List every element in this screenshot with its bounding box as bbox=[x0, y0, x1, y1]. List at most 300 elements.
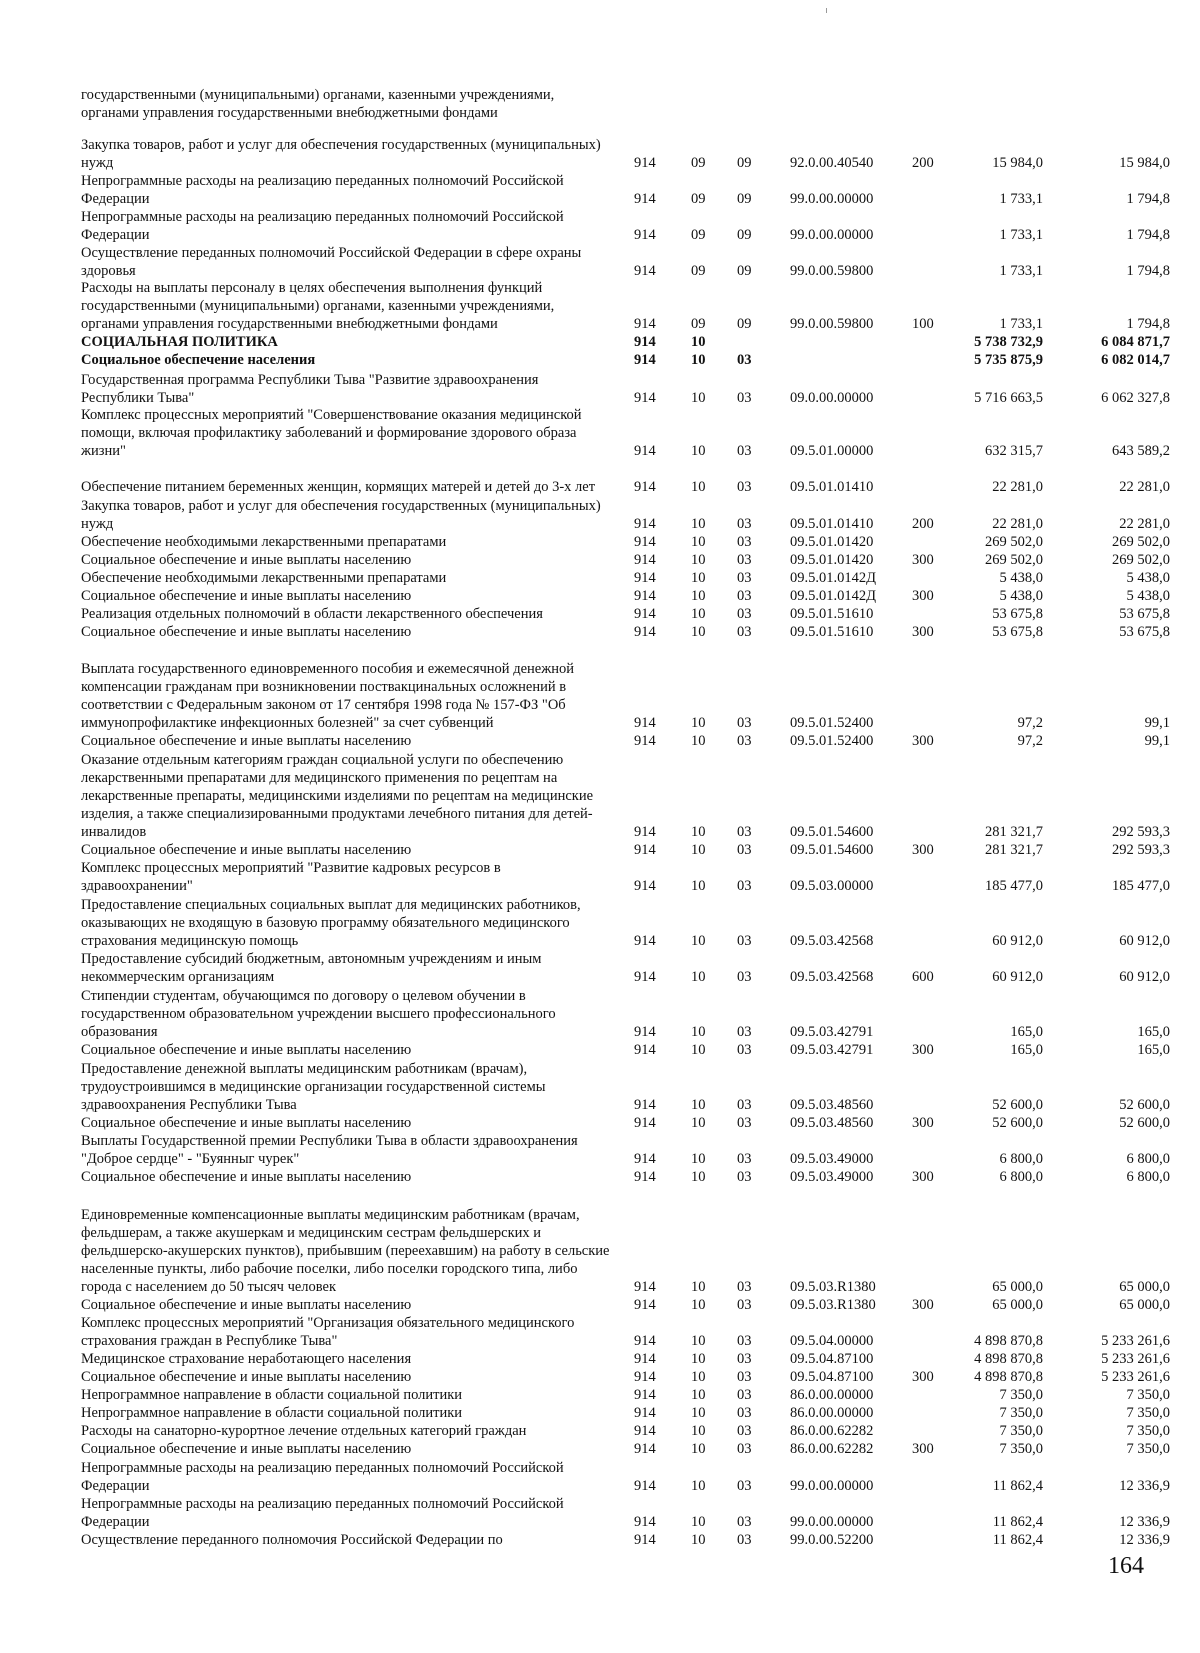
admin-code: 914 bbox=[634, 1151, 656, 1167]
row-description: Комплекс процессных мероприятий "Развитие кадровых ресурсов в здравоохранении" bbox=[81, 859, 501, 894]
section-code: 10 bbox=[691, 1115, 706, 1131]
sum-year-1: 165,0 bbox=[1010, 1024, 1043, 1040]
subsection-code: 03 bbox=[737, 1024, 752, 1040]
sum-year-2: 1 794,8 bbox=[1126, 227, 1170, 243]
subsection-code: 03 bbox=[737, 1351, 752, 1367]
admin-code: 914 bbox=[634, 570, 656, 586]
section-code: 10 bbox=[691, 824, 706, 840]
subsection-code: 03 bbox=[737, 1097, 752, 1113]
sum-year-1: 1 733,1 bbox=[999, 263, 1043, 279]
row-description: Расходы на санаторно-курортное лечение отдельных категорий граждан bbox=[81, 1422, 527, 1439]
sum-year-1: 5 438,0 bbox=[999, 570, 1043, 586]
target-article-code: 09.5.01.54600 bbox=[790, 824, 874, 840]
row-description: Реализация отдельных полномочий в области лекарственного обеспечения bbox=[81, 605, 543, 622]
admin-code: 914 bbox=[634, 316, 656, 332]
admin-code: 914 bbox=[634, 1297, 656, 1313]
row-description: Непрограммные расходы на реализацию переданных полномочий Российской Федерации bbox=[81, 1459, 564, 1494]
admin-code: 914 bbox=[634, 1441, 656, 1457]
target-article-code: 09.5.01.52400 bbox=[790, 715, 874, 731]
sum-year-1: 97,2 bbox=[1017, 715, 1043, 731]
sum-year-1: 5 738 732,9 bbox=[974, 334, 1043, 350]
target-article-code: 09.5.03.42568 bbox=[790, 969, 874, 985]
row-description: Единовременные компенсационные выплаты медицинским работникам (врачам, фельдшерам, а также акушеркам и медицинским сестрам фельдшерских и фельдшерско-акушерских пунктов), прибывшим (переехавшим) на работу в сельские населенные пункты, либо рабочие поселки, либо поселки городского типа, либо города с населением до 50 тысяч человек bbox=[81, 1206, 610, 1295]
expense-type-code: 600 bbox=[912, 969, 934, 985]
subsection-code: 03 bbox=[737, 933, 752, 949]
sum-year-2: 185 477,0 bbox=[1112, 878, 1170, 894]
target-article-code: 86.0.00.62282 bbox=[790, 1441, 874, 1457]
sum-year-1: 1 733,1 bbox=[999, 191, 1043, 207]
admin-code: 914 bbox=[634, 878, 656, 894]
admin-code: 914 bbox=[634, 733, 656, 749]
section-code: 10 bbox=[691, 1423, 706, 1439]
target-article-code: 09.5.04.87100 bbox=[790, 1351, 874, 1367]
expense-type-code: 300 bbox=[912, 1169, 934, 1185]
sum-year-1: 52 600,0 bbox=[992, 1097, 1043, 1113]
row-description: Государственная программа Республики Тыва "Развитие здравоохранения Республики Тыва" bbox=[81, 371, 539, 406]
row-description: Закупка товаров, работ и услуг для обеспечения государственных (муниципальных) нужд bbox=[81, 497, 601, 532]
section-code: 10 bbox=[691, 479, 706, 495]
row-description: Оказание отдельным категориям граждан социальной услуги по обеспечению лекарственными препаратами для медицинского применения по рецептам на лекарственные препараты, медицинскими изделиями по рецептам на медицинские изделия, а также специализированными продуктами лечебного питания для детей-инвалидов bbox=[81, 751, 594, 840]
section-code: 10 bbox=[691, 334, 706, 350]
sum-year-2: 7 350,0 bbox=[1126, 1405, 1170, 1421]
section-code: 10 bbox=[691, 933, 706, 949]
row-description: Обеспечение необходимыми лекарственными препаратами bbox=[81, 533, 447, 550]
sum-year-1: 22 281,0 bbox=[992, 479, 1043, 495]
target-article-code: 09.5.01.0142Д bbox=[790, 588, 877, 604]
sum-year-1: 4 898 870,8 bbox=[974, 1333, 1043, 1349]
subsection-code: 03 bbox=[737, 1441, 752, 1457]
subsection-code: 03 bbox=[737, 624, 752, 640]
sum-year-2: 6 082 014,7 bbox=[1101, 352, 1170, 368]
section-code: 10 bbox=[691, 606, 706, 622]
sum-year-2: 269 502,0 bbox=[1112, 552, 1170, 568]
sum-year-1: 5 735 875,9 bbox=[974, 352, 1043, 368]
sum-year-2: 643 589,2 bbox=[1112, 443, 1170, 459]
page-number: 164 bbox=[1108, 1553, 1144, 1579]
sum-year-1: 6 800,0 bbox=[999, 1169, 1043, 1185]
sum-year-2: 5 438,0 bbox=[1126, 570, 1170, 586]
subsection-code: 03 bbox=[737, 878, 752, 894]
expense-type-code: 300 bbox=[912, 733, 934, 749]
row-description: Социальное обеспечение и иные выплаты населению bbox=[81, 1368, 412, 1385]
target-article-code: 09.5.01.51610 bbox=[790, 606, 874, 622]
subsection-code: 09 bbox=[737, 155, 752, 171]
target-article-code: 99.0.00.52200 bbox=[790, 1532, 874, 1548]
admin-code: 914 bbox=[634, 263, 656, 279]
sum-year-2: 6 800,0 bbox=[1126, 1151, 1170, 1167]
admin-code: 914 bbox=[634, 1514, 656, 1530]
target-article-code: 09.0.00.00000 bbox=[790, 390, 874, 406]
section-code: 10 bbox=[691, 443, 706, 459]
section-code: 10 bbox=[691, 969, 706, 985]
sum-year-2: 6 062 327,8 bbox=[1101, 390, 1170, 406]
sum-year-2: 165,0 bbox=[1137, 1042, 1170, 1058]
row-description: Непрограммные расходы на реализацию переданных полномочий Российской Федерации bbox=[81, 172, 564, 207]
sum-year-2: 52 600,0 bbox=[1119, 1097, 1170, 1113]
section-code: 10 bbox=[691, 352, 706, 368]
sum-year-2: 12 336,9 bbox=[1119, 1514, 1170, 1530]
sum-year-1: 52 600,0 bbox=[992, 1115, 1043, 1131]
target-article-code: 09.5.01.0142Д bbox=[790, 570, 877, 586]
sum-year-1: 632 315,7 bbox=[985, 443, 1043, 459]
section-code: 10 bbox=[691, 1478, 706, 1494]
row-description: Социальное обеспечение и иные выплаты населению bbox=[81, 551, 412, 568]
target-article-code: 09.5.01.01410 bbox=[790, 479, 874, 495]
row-description: Социальное обеспечение и иные выплаты населению bbox=[81, 732, 412, 749]
target-article-code: 09.5.03.42791 bbox=[790, 1042, 874, 1058]
expense-type-code: 200 bbox=[912, 516, 934, 532]
row-description: Социальное обеспечение и иные выплаты населению bbox=[81, 587, 412, 604]
sum-year-2: 6 800,0 bbox=[1126, 1169, 1170, 1185]
sum-year-2: 5 438,0 bbox=[1126, 588, 1170, 604]
admin-code: 914 bbox=[634, 479, 656, 495]
sum-year-1: 22 281,0 bbox=[992, 516, 1043, 532]
row-description: Осуществление переданных полномочий Российской Федерации в сфере охраны здоровья bbox=[81, 244, 582, 279]
target-article-code: 09.5.03.48560 bbox=[790, 1097, 874, 1113]
row-description: Расходы на выплаты персоналу в целях обеспечения выполнения функций государственными (муниципальными) органами, казенными учреждениями, органами управления государственными внебюджетными фондами bbox=[81, 279, 555, 332]
subsection-code: 03 bbox=[737, 479, 752, 495]
admin-code: 914 bbox=[634, 715, 656, 731]
target-article-code: 99.0.00.59800 bbox=[790, 263, 874, 279]
target-article-code: 09.5.03.48560 bbox=[790, 1115, 874, 1131]
target-article-code: 09.5.01.01410 bbox=[790, 516, 874, 532]
section-code: 09 bbox=[691, 316, 706, 332]
section-code: 09 bbox=[691, 263, 706, 279]
section-code: 09 bbox=[691, 227, 706, 243]
target-article-code: 09.5.03.49000 bbox=[790, 1151, 874, 1167]
expense-type-code: 300 bbox=[912, 588, 934, 604]
row-description: Социальное обеспечение и иные выплаты населению bbox=[81, 1168, 412, 1185]
admin-code: 914 bbox=[634, 443, 656, 459]
admin-code: 914 bbox=[634, 588, 656, 604]
subsection-code: 03 bbox=[737, 1405, 752, 1421]
target-article-code: 09.5.01.01420 bbox=[790, 534, 874, 550]
admin-code: 914 bbox=[634, 1279, 656, 1295]
admin-code: 914 bbox=[634, 1115, 656, 1131]
section-code: 10 bbox=[691, 1405, 706, 1421]
sum-year-1: 4 898 870,8 bbox=[974, 1351, 1043, 1367]
expense-type-code: 300 bbox=[912, 1441, 934, 1457]
target-article-code: 86.0.00.00000 bbox=[790, 1405, 874, 1421]
admin-code: 914 bbox=[634, 842, 656, 858]
sum-year-1: 11 862,4 bbox=[992, 1514, 1043, 1530]
expense-type-code: 100 bbox=[912, 316, 934, 332]
admin-code: 914 bbox=[634, 606, 656, 622]
subsection-code: 09 bbox=[737, 227, 752, 243]
subsection-code: 09 bbox=[737, 316, 752, 332]
sum-year-2: 7 350,0 bbox=[1126, 1387, 1170, 1403]
sum-year-2: 269 502,0 bbox=[1112, 534, 1170, 550]
sum-year-2: 1 794,8 bbox=[1126, 191, 1170, 207]
subsection-code: 03 bbox=[737, 1297, 752, 1313]
admin-code: 914 bbox=[634, 1369, 656, 1385]
subsection-code: 03 bbox=[737, 1279, 752, 1295]
sum-year-1: 5 438,0 bbox=[999, 588, 1043, 604]
row-description: Предоставление субсидий бюджетным, автономным учреждениям и иным некоммерческим организациям bbox=[81, 950, 542, 985]
target-article-code: 86.0.00.62282 bbox=[790, 1423, 874, 1439]
section-code: 10 bbox=[691, 1333, 706, 1349]
sum-year-2: 65 000,0 bbox=[1119, 1279, 1170, 1295]
admin-code: 914 bbox=[634, 1532, 656, 1548]
admin-code: 914 bbox=[634, 1333, 656, 1349]
subsection-code: 03 bbox=[737, 733, 752, 749]
sum-year-2: 12 336,9 bbox=[1119, 1478, 1170, 1494]
row-description: Осуществление переданного полномочия Российской Федерации по bbox=[81, 1531, 503, 1548]
admin-code: 914 bbox=[634, 516, 656, 532]
admin-code: 914 bbox=[634, 552, 656, 568]
subsection-code: 03 bbox=[737, 969, 752, 985]
sum-year-2: 22 281,0 bbox=[1119, 479, 1170, 495]
row-description: Комплекс процессных мероприятий "Совершенствование оказания медицинской помощи, включая профилактику заболеваний и формирование здорового образа жизни" bbox=[81, 406, 582, 459]
sum-year-1: 7 350,0 bbox=[999, 1423, 1043, 1439]
admin-code: 914 bbox=[634, 1351, 656, 1367]
sum-year-2: 65 000,0 bbox=[1119, 1297, 1170, 1313]
target-article-code: 09.5.01.01420 bbox=[790, 552, 874, 568]
sum-year-2: 53 675,8 bbox=[1119, 624, 1170, 640]
admin-code: 914 bbox=[634, 1387, 656, 1403]
row-description: Социальное обеспечение и иные выплаты населению bbox=[81, 841, 412, 858]
expense-type-code: 300 bbox=[912, 1042, 934, 1058]
target-article-code: 09.5.01.52400 bbox=[790, 733, 874, 749]
subsection-code: 03 bbox=[737, 1115, 752, 1131]
sum-year-1: 53 675,8 bbox=[992, 624, 1043, 640]
section-code: 10 bbox=[691, 733, 706, 749]
row-description: Комплекс процессных мероприятий "Организация обязательного медицинского страхования граждан в Республике Тыва" bbox=[81, 1314, 575, 1349]
admin-code: 914 bbox=[634, 1024, 656, 1040]
target-article-code: 09.5.03.R1380 bbox=[790, 1279, 876, 1295]
target-article-code: 99.0.00.00000 bbox=[790, 191, 874, 207]
section-code: 10 bbox=[691, 570, 706, 586]
row-description: Медицинское страхование неработающего населения bbox=[81, 1350, 412, 1367]
sum-year-1: 4 898 870,8 bbox=[974, 1369, 1043, 1385]
sum-year-1: 6 800,0 bbox=[999, 1151, 1043, 1167]
row-description: Выплата государственного единовременного пособия и ежемесячной денежной компенсации гражданам при возникновении поствакцинальных осложнений в соответствии с Федеральным законом от 17 сентября 1998 года № 157-ФЗ "Об иммунопрофилактике инфекционных болезней" за счет субвенций bbox=[81, 660, 574, 731]
section-code: 10 bbox=[691, 390, 706, 406]
subsection-code: 03 bbox=[737, 606, 752, 622]
section-code: 10 bbox=[691, 1097, 706, 1113]
row-description: Социальное обеспечение и иные выплаты населению bbox=[81, 1296, 412, 1313]
target-article-code: 99.0.00.00000 bbox=[790, 1478, 874, 1494]
expense-type-code: 300 bbox=[912, 624, 934, 640]
sum-year-1: 281 321,7 bbox=[985, 824, 1043, 840]
sum-year-2: 22 281,0 bbox=[1119, 516, 1170, 532]
target-article-code: 09.5.04.87100 bbox=[790, 1369, 874, 1385]
subsection-code: 03 bbox=[737, 390, 752, 406]
sum-year-2: 12 336,9 bbox=[1119, 1532, 1170, 1548]
admin-code: 914 bbox=[634, 155, 656, 171]
row-description: Закупка товаров, работ и услуг для обеспечения государственных (муниципальных) нужд bbox=[81, 136, 601, 171]
subsection-code: 03 bbox=[737, 1042, 752, 1058]
target-article-code: 09.5.01.54600 bbox=[790, 842, 874, 858]
target-article-code: 86.0.00.00000 bbox=[790, 1387, 874, 1403]
sum-year-1: 15 984,0 bbox=[992, 155, 1043, 171]
admin-code: 914 bbox=[634, 390, 656, 406]
section-code: 09 bbox=[691, 155, 706, 171]
section-code: 10 bbox=[691, 1514, 706, 1530]
subsection-code: 03 bbox=[737, 824, 752, 840]
admin-code: 914 bbox=[634, 191, 656, 207]
row-description: Социальное обеспечение и иные выплаты населению bbox=[81, 623, 412, 640]
admin-code: 914 bbox=[634, 1405, 656, 1421]
sum-year-1: 65 000,0 bbox=[992, 1297, 1043, 1313]
sum-year-1: 281 321,7 bbox=[985, 842, 1043, 858]
subsection-code: 03 bbox=[737, 1369, 752, 1385]
target-article-code: 09.5.03.49000 bbox=[790, 1169, 874, 1185]
row-description: СОЦИАЛЬНАЯ ПОЛИТИКА bbox=[81, 333, 278, 350]
subsection-code: 03 bbox=[737, 534, 752, 550]
target-article-code: 09.5.04.00000 bbox=[790, 1333, 874, 1349]
sum-year-2: 99,1 bbox=[1144, 715, 1170, 731]
section-code: 09 bbox=[691, 191, 706, 207]
section-code: 10 bbox=[691, 624, 706, 640]
subsection-code: 03 bbox=[737, 715, 752, 731]
admin-code: 914 bbox=[634, 534, 656, 550]
subsection-code: 03 bbox=[737, 552, 752, 568]
subsection-code: 03 bbox=[737, 1151, 752, 1167]
admin-code: 914 bbox=[634, 1423, 656, 1439]
sum-year-2: 7 350,0 bbox=[1126, 1441, 1170, 1457]
sum-year-1: 7 350,0 bbox=[999, 1387, 1043, 1403]
expense-type-code: 200 bbox=[912, 155, 934, 171]
subsection-code: 03 bbox=[737, 443, 752, 459]
subsection-code: 09 bbox=[737, 263, 752, 279]
admin-code: 914 bbox=[634, 1478, 656, 1494]
admin-code: 914 bbox=[634, 824, 656, 840]
sum-year-1: 269 502,0 bbox=[985, 534, 1043, 550]
target-article-code: 09.5.03.42791 bbox=[790, 1024, 874, 1040]
admin-code: 914 bbox=[634, 352, 656, 368]
row-description: Выплаты Государственной премии Республики Тыва в области здравоохранения "Доброе сердце" - "Буянныг чурек" bbox=[81, 1132, 578, 1167]
sum-year-1: 1 733,1 bbox=[999, 316, 1043, 332]
sum-year-2: 1 794,8 bbox=[1126, 316, 1170, 332]
row-description: Социальное обеспечение и иные выплаты населению bbox=[81, 1114, 412, 1131]
subsection-code: 03 bbox=[737, 842, 752, 858]
subsection-code: 03 bbox=[737, 516, 752, 532]
row-description: Стипендии студентам, обучающимся по договору о целевом обучении в государственном образовательном учреждении высшего профессионального образования bbox=[81, 987, 556, 1040]
row-description: Социальное обеспечение населения bbox=[81, 351, 316, 368]
subsection-code: 03 bbox=[737, 1514, 752, 1530]
subsection-code: 03 bbox=[737, 570, 752, 586]
admin-code: 914 bbox=[634, 1169, 656, 1185]
row-description: Социальное обеспечение и иные выплаты населению bbox=[81, 1041, 412, 1058]
section-code: 10 bbox=[691, 1279, 706, 1295]
subsection-code: 03 bbox=[737, 588, 752, 604]
section-code: 10 bbox=[691, 1532, 706, 1548]
sum-year-1: 97,2 bbox=[1017, 733, 1043, 749]
target-article-code: 99.0.00.00000 bbox=[790, 1514, 874, 1530]
section-code: 10 bbox=[691, 534, 706, 550]
target-article-code: 09.5.03.R1380 bbox=[790, 1297, 876, 1313]
sum-year-2: 60 912,0 bbox=[1119, 933, 1170, 949]
row-description: Социальное обеспечение и иные выплаты населению bbox=[81, 1440, 412, 1457]
expense-type-code: 300 bbox=[912, 842, 934, 858]
sum-year-2: 15 984,0 bbox=[1119, 155, 1170, 171]
row-description: Непрограммные расходы на реализацию переданных полномочий Российской Федерации bbox=[81, 208, 564, 243]
section-code: 10 bbox=[691, 1042, 706, 1058]
sum-year-1: 53 675,8 bbox=[992, 606, 1043, 622]
section-code: 10 bbox=[691, 516, 706, 532]
sum-year-2: 1 794,8 bbox=[1126, 263, 1170, 279]
sum-year-2: 7 350,0 bbox=[1126, 1423, 1170, 1439]
sum-year-2: 52 600,0 bbox=[1119, 1115, 1170, 1131]
admin-code: 914 bbox=[634, 1097, 656, 1113]
sum-year-1: 60 912,0 bbox=[992, 933, 1043, 949]
sum-year-2: 53 675,8 bbox=[1119, 606, 1170, 622]
admin-code: 914 bbox=[634, 969, 656, 985]
section-code: 10 bbox=[691, 715, 706, 731]
sum-year-1: 11 862,4 bbox=[992, 1478, 1043, 1494]
section-code: 10 bbox=[691, 1297, 706, 1313]
sum-year-1: 7 350,0 bbox=[999, 1405, 1043, 1421]
target-article-code: 99.0.00.59800 bbox=[790, 316, 874, 332]
subsection-code: 03 bbox=[737, 1532, 752, 1548]
admin-code: 914 bbox=[634, 227, 656, 243]
sum-year-2: 5 233 261,6 bbox=[1101, 1333, 1170, 1349]
row-description: Предоставление специальных социальных выплат для медицинских работников, оказывающих не входящую в базовую программу обязательного медицинского страхования медицинскую помощь bbox=[81, 896, 581, 949]
section-code: 10 bbox=[691, 1169, 706, 1185]
admin-code: 914 bbox=[634, 334, 656, 350]
row-description: Непрограммное направление в области социальной политики bbox=[81, 1404, 463, 1421]
target-article-code: 99.0.00.00000 bbox=[790, 227, 874, 243]
target-article-code: 09.5.03.42568 bbox=[790, 933, 874, 949]
admin-code: 914 bbox=[634, 624, 656, 640]
sum-year-1: 7 350,0 bbox=[999, 1441, 1043, 1457]
subsection-code: 03 bbox=[737, 1387, 752, 1403]
sum-year-2: 292 593,3 bbox=[1112, 842, 1170, 858]
sum-year-1: 185 477,0 bbox=[985, 878, 1043, 894]
sum-year-2: 6 084 871,7 bbox=[1101, 334, 1170, 350]
sum-year-2: 99,1 bbox=[1144, 733, 1170, 749]
sum-year-2: 60 912,0 bbox=[1119, 969, 1170, 985]
sum-year-2: 292 593,3 bbox=[1112, 824, 1170, 840]
section-code: 10 bbox=[691, 878, 706, 894]
row-description: государственными (муниципальными) органами, казенными учреждениями, органами управления государственными внебюджетными фондами bbox=[81, 86, 555, 121]
subsection-code: 03 bbox=[737, 1423, 752, 1439]
row-description: Предоставление денежной выплаты медицинским работникам (врачам), трудоустроившимся в медицинские организации государственной системы здравоохранения Республики Тыва bbox=[81, 1060, 546, 1113]
section-code: 10 bbox=[691, 1369, 706, 1385]
row-description: Непрограммное направление в области социальной политики bbox=[81, 1386, 463, 1403]
expense-type-code: 300 bbox=[912, 1297, 934, 1313]
subsection-code: 03 bbox=[737, 1333, 752, 1349]
expense-type-code: 300 bbox=[912, 1369, 934, 1385]
row-description: Обеспечение питанием беременных женщин, кормящих матерей и детей до 3-х лет bbox=[81, 478, 596, 495]
subsection-code: 03 bbox=[737, 352, 752, 368]
section-code: 10 bbox=[691, 1024, 706, 1040]
sum-year-1: 165,0 bbox=[1010, 1042, 1043, 1058]
sum-year-1: 5 716 663,5 bbox=[974, 390, 1043, 406]
sum-year-1: 60 912,0 bbox=[992, 969, 1043, 985]
section-code: 10 bbox=[691, 588, 706, 604]
section-code: 10 bbox=[691, 1441, 706, 1457]
expense-type-code: 300 bbox=[912, 1115, 934, 1131]
admin-code: 914 bbox=[634, 1042, 656, 1058]
section-code: 10 bbox=[691, 1151, 706, 1167]
section-code: 10 bbox=[691, 842, 706, 858]
sum-year-2: 165,0 bbox=[1137, 1024, 1170, 1040]
target-article-code: 92.0.00.40540 bbox=[790, 155, 874, 171]
sum-year-1: 11 862,4 bbox=[992, 1532, 1043, 1548]
section-code: 10 bbox=[691, 1351, 706, 1367]
subsection-code: 09 bbox=[737, 191, 752, 207]
section-code: 10 bbox=[691, 1387, 706, 1403]
sum-year-1: 269 502,0 bbox=[985, 552, 1043, 568]
admin-code: 914 bbox=[634, 933, 656, 949]
sum-year-1: 1 733,1 bbox=[999, 227, 1043, 243]
target-article-code: 09.5.01.51610 bbox=[790, 624, 874, 640]
section-code: 10 bbox=[691, 552, 706, 568]
expense-type-code: 300 bbox=[912, 552, 934, 568]
target-article-code: 09.5.03.00000 bbox=[790, 878, 874, 894]
